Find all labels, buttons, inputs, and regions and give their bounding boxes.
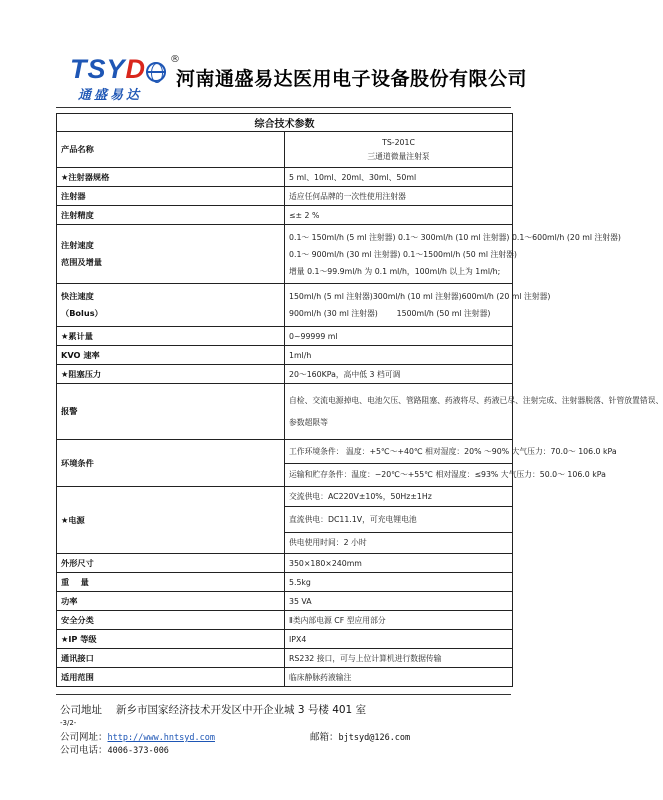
row-value: 1ml/h: [285, 346, 513, 365]
row-value: 35 VA: [285, 592, 513, 611]
bolus-cell: 900ml/h (30 ml 注射器): [289, 309, 378, 318]
row-value: 适应任何品牌的一次性使用注射器: [285, 187, 513, 206]
table-row: [57, 384, 513, 440]
row-value: RS232 接口，可与上位计算机进行数据传输: [285, 649, 513, 668]
row-label: 产品名称: [57, 132, 285, 168]
row-value: ≤± 2 %: [285, 206, 513, 225]
table-row: [57, 187, 513, 206]
row-label: 重 量: [57, 573, 285, 592]
email-label: 邮箱：: [310, 732, 339, 743]
bolus-cell: 1500ml/h (50 ml 注射器): [396, 309, 491, 318]
row-value: [285, 225, 621, 284]
value-line: 直流供电：DC11.1V，可充电锂电池: [285, 506, 512, 532]
label-line: （Bolus）: [61, 308, 103, 318]
row-label: 注射精度: [57, 206, 285, 225]
row-value: Ⅱ类内部电源 CF 型应用部分: [285, 611, 513, 630]
row-label: ★注射器规格: [57, 168, 285, 187]
bolus-line: [289, 288, 551, 305]
registered-mark: ®: [170, 54, 180, 65]
row-value: [285, 384, 663, 440]
table-row: [57, 573, 513, 592]
phone-label: 公司电话：: [60, 745, 108, 756]
value-line: 运输和贮存条件：温度：−20℃～+55℃ 相对湿度：≤93% 大气压力：50.0～ 106.0 kPa: [285, 463, 512, 486]
row-label: 报警: [57, 384, 285, 440]
table-row: [57, 630, 513, 649]
table-row: [57, 365, 513, 384]
row-label: 适用范围: [57, 668, 285, 687]
row-value: 0~99999 ml: [285, 327, 513, 346]
bolus-line: [289, 305, 508, 322]
row-label: KVO 速率: [57, 346, 285, 365]
product-name: [285, 132, 513, 168]
row-value: [285, 284, 551, 327]
table-row: [57, 206, 513, 225]
value-line: 供电使用时间：2 小时: [285, 532, 512, 553]
table-row: [57, 554, 513, 573]
table-row: [57, 168, 513, 187]
address-value: 新乡市国家经济技术开发区中开企业城 3 号楼 401 室: [116, 704, 367, 716]
row-value: [285, 440, 617, 487]
logo-text: TSYD: [70, 54, 147, 84]
row-label: 注射器: [57, 187, 285, 206]
row-value: [285, 487, 513, 554]
bolus-cell: 150ml/h (5 ml 注射器): [289, 292, 373, 301]
label-line: 快注速度: [61, 291, 94, 301]
globe-icon: [146, 62, 166, 82]
value-line: 工作环境条件： 温度：+5℃～+40℃ 相对湿度：20% ～90% 大气压力：70.0～ 106.0 kPa: [289, 446, 617, 456]
email-value: bjtsyd@126.com: [338, 733, 411, 743]
table-row: [57, 132, 513, 168]
row-value: 5.5kg: [285, 573, 513, 592]
table-row: [57, 346, 513, 365]
table-row: [57, 649, 513, 668]
website-label: 公司网址：: [60, 732, 108, 743]
letterhead: [56, 50, 526, 104]
logo-chinese-name: 通盛易达: [78, 88, 143, 103]
label-line: 范围及增量: [61, 257, 102, 267]
row-label: 安全分类: [57, 611, 285, 630]
table-row: [57, 668, 513, 687]
value-line: 自检、交流电源掉电、电池欠压、管路阻塞、药液将尽、药液已尽、注射完成、注射器脱落、针管放置错误、: [289, 395, 663, 405]
row-label: 功率: [57, 592, 285, 611]
row-label: 环境条件: [57, 440, 285, 487]
footer-divider: [56, 694, 511, 695]
label-line: 注射速度: [61, 240, 94, 250]
value-line: 0.1～ 150ml/h (5 ml 注射器) 0.1～ 300ml/h (10 ml 注射器) 0.1～600ml/h (20 ml 注射器): [289, 232, 621, 242]
table-row: [57, 284, 513, 327]
row-value: 350×180×240mm: [285, 554, 513, 573]
row-value: IPX4: [285, 630, 513, 649]
spec-table: [56, 113, 663, 687]
row-label: [57, 284, 285, 327]
header-divider: [56, 107, 511, 108]
table-row: [57, 327, 513, 346]
footer-address: [60, 702, 366, 717]
table-row: [57, 487, 513, 554]
footer-email: [310, 729, 410, 743]
page-number: -3/2-: [60, 719, 77, 727]
value-line: 0.1～ 900ml/h (30 ml 注射器) 0.1～1500ml/h (50 ml 注射器): [289, 249, 517, 259]
row-label: ★阻塞压力: [57, 365, 285, 384]
row-label: ★电源: [57, 487, 285, 554]
row-value: 5 ml、10ml、20ml、30ml、50ml: [285, 168, 513, 187]
footer-phone: [60, 742, 169, 756]
row-label: [57, 225, 285, 284]
row-value: 20～160KPa，高中低 3 档可调: [285, 365, 513, 384]
company-name: 河南通盛易达医用电子设备股份有限公司: [176, 68, 528, 90]
address-label: 公司地址: [60, 704, 102, 716]
model-number: TS-201C: [382, 137, 415, 147]
table-row: [57, 225, 513, 284]
phone-value: 4006-373-006: [107, 746, 169, 756]
row-label: ★IP 等级: [57, 630, 285, 649]
row-label: ★累计量: [57, 327, 285, 346]
table-row: [57, 592, 513, 611]
product-description: 三通道微量注射泵: [367, 151, 430, 161]
website-link[interactable]: http://www.hntsyd.com: [107, 733, 215, 743]
company-logo: [66, 54, 180, 103]
value-line: 参数超限等: [289, 417, 328, 427]
bolus-cell: 300ml/h (10 ml 注射器): [372, 292, 462, 301]
footer-website: [60, 729, 215, 743]
row-value: 临床静脉药液输注: [285, 668, 513, 687]
row-label: 通讯接口: [57, 649, 285, 668]
value-line: 交流供电：AC220V±10%，50Hz±1Hz: [289, 492, 432, 501]
bolus-cell: 600ml/h (20 ml 注射器): [461, 292, 551, 301]
table-title: 综合技术参数: [57, 114, 513, 132]
table-row: [57, 611, 513, 630]
row-label: 外形尺寸: [57, 554, 285, 573]
table-row: [57, 440, 513, 487]
value-line: 增量 0.1～99.9ml/h 为 0.1 ml/h，100ml/h 以上为 1ml/h;: [289, 266, 501, 276]
